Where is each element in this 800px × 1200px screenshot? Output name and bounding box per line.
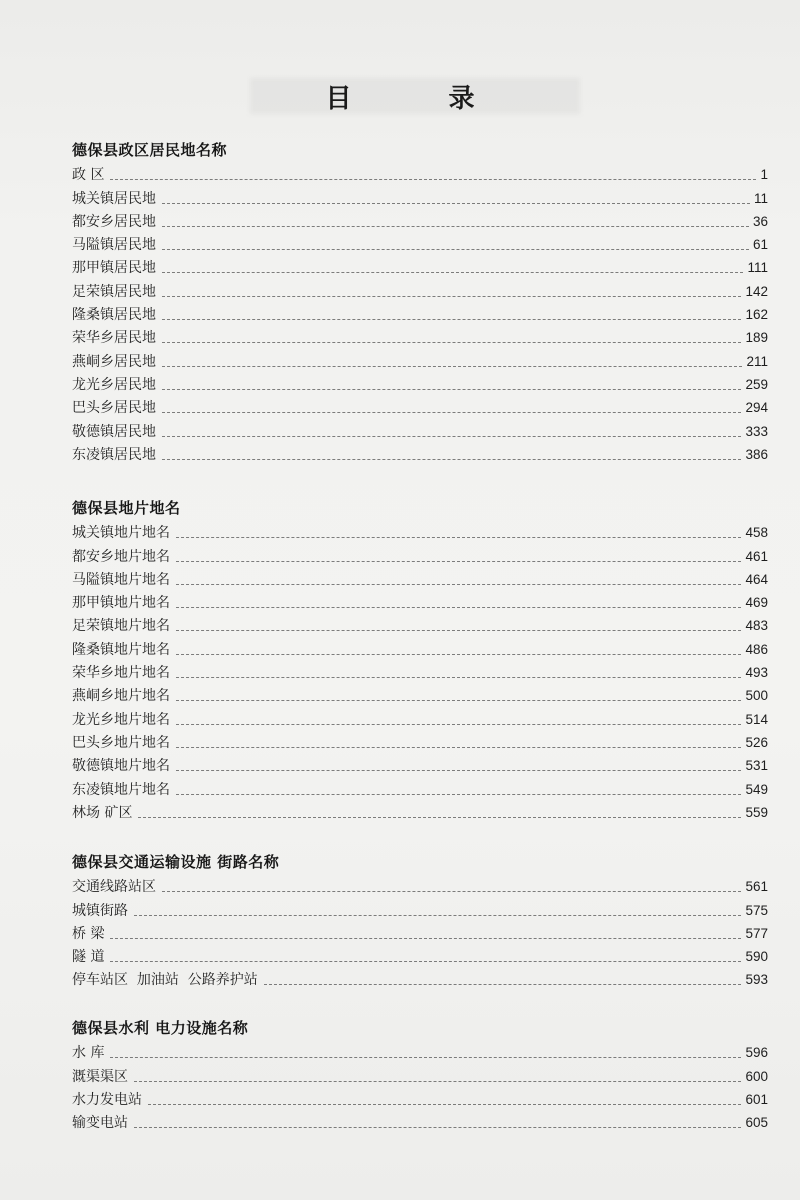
section-heading: 德保县地片地名 xyxy=(72,499,181,517)
entry-list xyxy=(72,162,768,465)
dot-leader xyxy=(162,203,750,204)
toc-entry xyxy=(72,874,768,897)
page-number: 593 xyxy=(745,972,768,988)
entry-label: 马隘镇居民地 xyxy=(72,237,156,254)
entry-label: 巴头乡地片地名 xyxy=(72,734,170,751)
toc-entry xyxy=(72,683,768,706)
page-number: 575 xyxy=(745,902,768,918)
entry-label: 城关镇居民地 xyxy=(72,190,156,207)
entry-label: 溉渠渠区 xyxy=(72,1068,128,1085)
toc-entry xyxy=(72,395,768,418)
toc-entry xyxy=(72,800,768,823)
page-number: 111 xyxy=(747,260,768,276)
dot-leader xyxy=(176,747,741,748)
dot-leader xyxy=(176,537,741,538)
dot-leader xyxy=(176,561,741,562)
toc-entry xyxy=(72,567,768,590)
toc-entry xyxy=(72,730,768,753)
dot-leader xyxy=(176,770,741,771)
entry-label: 龙光乡地片地名 xyxy=(72,711,170,728)
page-number: 561 xyxy=(745,879,768,895)
page-number: 483 xyxy=(745,618,768,634)
entry-label: 水 库 xyxy=(72,1045,105,1062)
dot-leader xyxy=(176,794,741,795)
entry-label: 隧 道 xyxy=(72,949,105,966)
toc-entry xyxy=(72,897,768,920)
page-number: 461 xyxy=(745,548,768,564)
page-number: 259 xyxy=(745,376,768,392)
page-number: 333 xyxy=(745,423,768,439)
entry-label: 足荣镇居民地 xyxy=(72,283,156,300)
entry-label: 都安乡居民地 xyxy=(72,213,156,230)
page-number: 61 xyxy=(752,237,768,253)
dot-leader xyxy=(110,961,741,962)
page-number: 500 xyxy=(745,688,768,704)
dot-leader xyxy=(162,249,749,250)
page-number: 531 xyxy=(745,758,768,774)
page-number: 559 xyxy=(745,804,768,820)
dot-leader xyxy=(110,938,741,939)
page-number: 600 xyxy=(745,1068,768,1084)
toc-entry xyxy=(72,520,768,543)
dot-leader xyxy=(148,1104,741,1105)
dot-leader xyxy=(134,1127,741,1128)
page-number: 464 xyxy=(745,571,768,587)
toc-entry xyxy=(72,232,768,255)
dot-leader xyxy=(162,412,741,413)
dot-leader xyxy=(162,366,742,367)
entry-label: 城镇街路 xyxy=(72,902,128,919)
entry-label: 荣华乡居民地 xyxy=(72,330,156,347)
toc-entry xyxy=(72,921,768,944)
toc-entry xyxy=(72,162,768,185)
page-number: 211 xyxy=(746,353,768,369)
toc-entry xyxy=(72,706,768,729)
dot-leader xyxy=(176,607,741,608)
toc-entry xyxy=(72,278,768,301)
entry-label: 城关镇地片地名 xyxy=(72,525,170,542)
page-number: 493 xyxy=(745,665,768,681)
page-number: 1 xyxy=(760,167,768,183)
toc-entry xyxy=(72,302,768,325)
toc-entry xyxy=(72,753,768,776)
page-number: 526 xyxy=(745,734,768,750)
page-number: 386 xyxy=(745,446,768,462)
toc-entry xyxy=(72,543,768,566)
entry-label: 东凌镇居民地 xyxy=(72,446,156,463)
entry-label: 马隘镇地片地名 xyxy=(72,571,170,588)
toc-entry xyxy=(72,325,768,348)
entry-label: 隆桑镇地片地名 xyxy=(72,641,170,658)
toc-section xyxy=(72,138,768,465)
entry-label: 东凌镇地片地名 xyxy=(72,781,170,798)
dot-leader xyxy=(134,1081,741,1082)
page-number: 458 xyxy=(745,525,768,541)
dot-leader xyxy=(110,1057,741,1058)
entry-label: 敬德镇居民地 xyxy=(72,423,156,440)
page-number: 549 xyxy=(745,781,768,797)
dot-leader xyxy=(134,915,741,916)
dot-leader xyxy=(264,984,742,985)
toc-entry xyxy=(72,1040,768,1063)
toc-entry xyxy=(72,613,768,636)
toc-entry xyxy=(72,1087,768,1110)
entry-label: 交通线路站区 xyxy=(72,879,156,896)
entry-label: 政 区 xyxy=(72,167,105,184)
dot-leader xyxy=(138,817,741,818)
dot-leader xyxy=(176,724,741,725)
section-heading: 德保县交通运输设施 街路名称 xyxy=(72,853,280,871)
dot-leader xyxy=(176,677,741,678)
entry-label: 停车站区 加油站 公路养护站 xyxy=(72,972,258,989)
dot-leader xyxy=(176,584,741,585)
toc-entry xyxy=(72,1110,768,1133)
page-number: 605 xyxy=(745,1115,768,1131)
page-number: 469 xyxy=(745,595,768,611)
toc-entry xyxy=(72,348,768,371)
page-number: 142 xyxy=(745,283,768,299)
dot-leader xyxy=(176,630,741,631)
page-number: 11 xyxy=(753,190,768,206)
dot-leader xyxy=(176,654,741,655)
entry-list xyxy=(72,1040,768,1133)
page-number: 514 xyxy=(745,711,768,727)
page-number: 596 xyxy=(745,1045,768,1061)
toc-section xyxy=(72,1016,768,1133)
page-number: 162 xyxy=(745,307,768,323)
dot-leader xyxy=(162,342,741,343)
page-number: 36 xyxy=(752,213,768,229)
section-heading: 德保县水利 电力设施名称 xyxy=(72,1019,249,1037)
dot-leader xyxy=(162,891,741,892)
toc-entry xyxy=(72,636,768,659)
entry-label: 林场 矿区 xyxy=(72,804,133,821)
entry-label: 燕峒乡地片地名 xyxy=(72,688,170,705)
page-number: 294 xyxy=(745,400,768,416)
toc-entry xyxy=(72,967,768,990)
entry-label: 都安乡地片地名 xyxy=(72,548,170,565)
page-number: 577 xyxy=(745,925,768,941)
dot-leader xyxy=(162,319,741,320)
entry-label: 隆桑镇居民地 xyxy=(72,307,156,324)
entry-label: 敬德镇地片地名 xyxy=(72,758,170,775)
dot-leader xyxy=(162,459,741,460)
entry-label: 巴头乡居民地 xyxy=(72,400,156,417)
dot-leader xyxy=(162,436,741,437)
entry-label: 龙光乡居民地 xyxy=(72,376,156,393)
entry-label: 水力发电站 xyxy=(72,1091,142,1108)
dot-leader xyxy=(176,700,741,701)
toc-entry xyxy=(72,442,768,465)
toc-entry xyxy=(72,776,768,799)
dot-leader xyxy=(162,389,741,390)
dot-leader xyxy=(162,296,741,297)
toc-entry xyxy=(72,255,768,278)
entry-list xyxy=(72,520,768,823)
entry-list xyxy=(72,874,768,990)
toc-entry xyxy=(72,944,768,967)
entry-label: 那甲镇地片地名 xyxy=(72,595,170,612)
entry-label: 那甲镇居民地 xyxy=(72,260,156,277)
page-number: 601 xyxy=(745,1091,768,1107)
toc-entry xyxy=(72,185,768,208)
section-heading: 德保县政区居民地名称 xyxy=(72,141,228,159)
toc-entry xyxy=(72,590,768,613)
dot-leader xyxy=(162,226,749,227)
toc-entry xyxy=(72,660,768,683)
toc-section xyxy=(72,850,768,990)
toc-section xyxy=(72,496,768,823)
entry-label: 足荣镇地片地名 xyxy=(72,618,170,635)
toc-entry xyxy=(72,1063,768,1086)
dot-leader xyxy=(162,272,743,273)
toc-entry xyxy=(72,209,768,232)
entry-label: 输变电站 xyxy=(72,1115,128,1132)
page-number: 189 xyxy=(745,330,768,346)
entry-label: 燕峒乡居民地 xyxy=(72,353,156,370)
page-title: 目 录 xyxy=(325,84,519,114)
toc-entry xyxy=(72,372,768,395)
page-number: 590 xyxy=(745,949,768,965)
dot-leader xyxy=(110,179,756,180)
entry-label: 桥 梁 xyxy=(72,925,105,942)
page-number: 486 xyxy=(745,641,768,657)
toc-entry xyxy=(72,418,768,441)
entry-label: 荣华乡地片地名 xyxy=(72,665,170,682)
